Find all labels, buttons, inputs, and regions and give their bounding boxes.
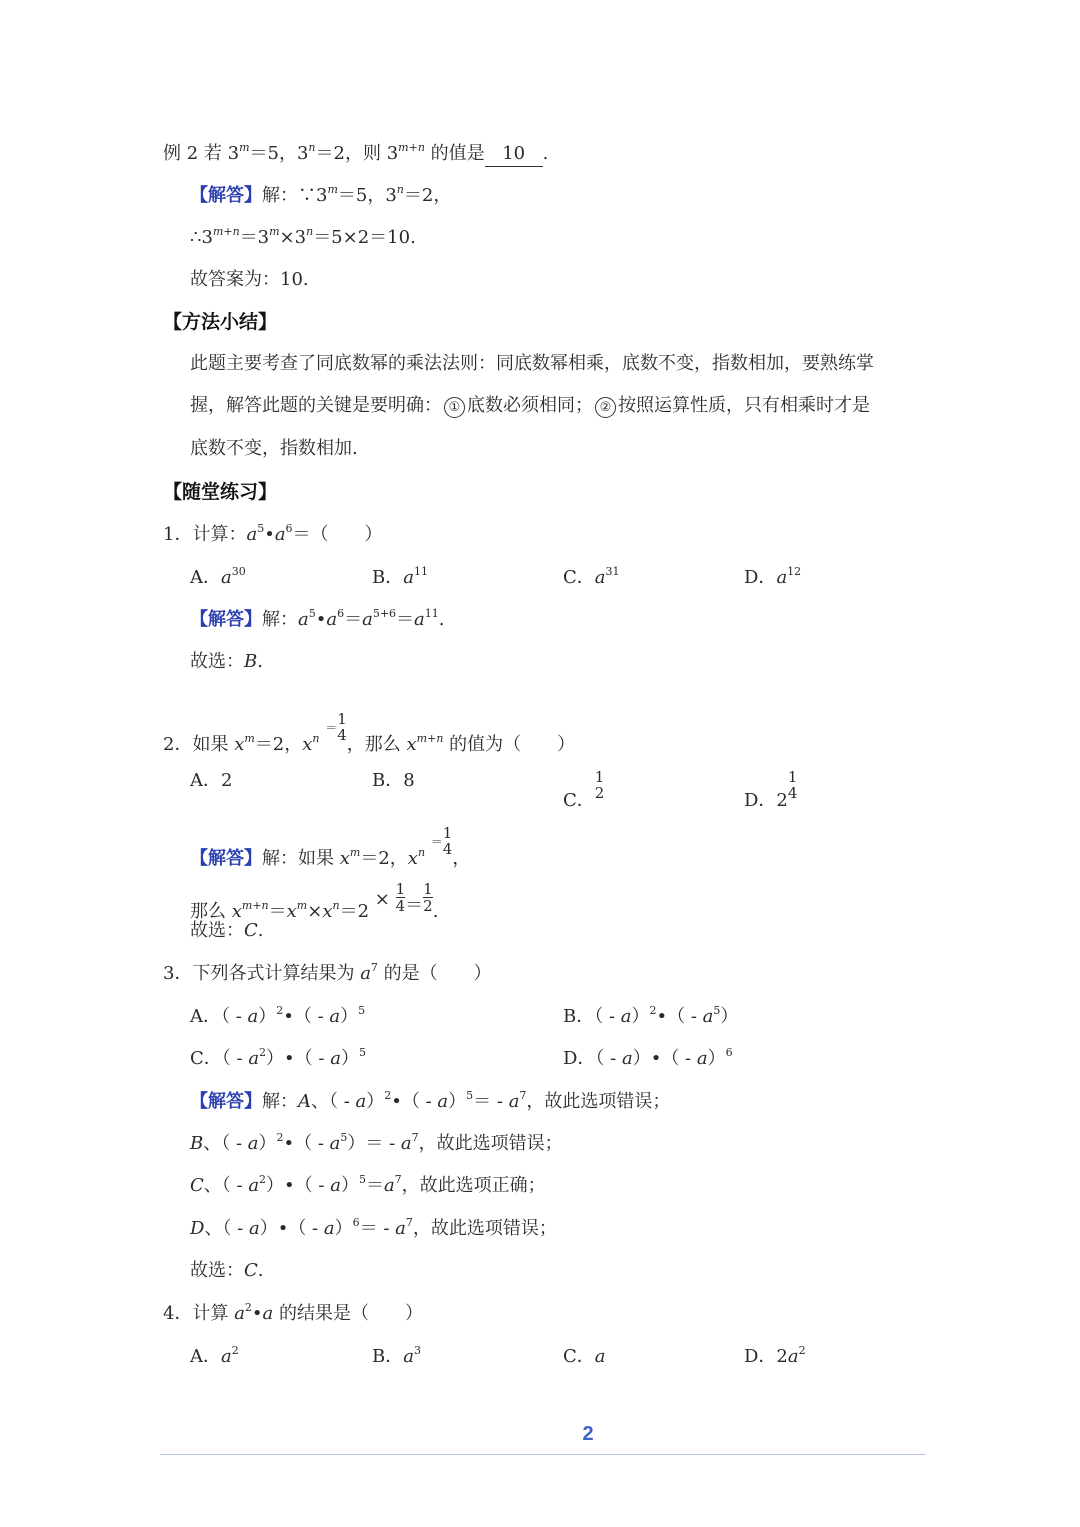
- therefore-text: ∴3: [190, 227, 213, 248]
- q2-prefix: 2．如果: [163, 734, 235, 755]
- choose-label: 故选：: [190, 1260, 244, 1281]
- choose-label: 故选：: [190, 920, 244, 941]
- circled-one: ①: [444, 397, 465, 418]
- example2-question: 例 2 若 $3^m=5$，$3^n=2$，则 $3^{m+n}$ 的值是 10 .: [163, 142, 548, 167]
- q2-answer: C: [244, 920, 258, 941]
- q4-prefix: 4．计算: [163, 1303, 235, 1324]
- question-3: 3．下列各式计算结果为 $a^7$ 的是（ ）: [163, 961, 492, 984]
- q1-option-a: A．$a^{30}$: [190, 565, 246, 588]
- q3-option-d: D．（ - a）•（ - a）$^6$: [563, 1046, 733, 1069]
- method-text-1: 此题主要考查了同底数幂的乘法法则：同底数幂相乘，底数不变，指数相加，要熟练掌: [190, 353, 874, 374]
- answer-blank: 10: [485, 142, 543, 167]
- q2-solution-line1: 【解答】解：如果 $x^m=2$，$x^n$ ＝ 1 4 ，: [190, 824, 471, 869]
- q3-choose: 故选：C.: [190, 1260, 264, 1281]
- q2-option-b: B．8: [372, 770, 415, 791]
- q4-option-b: B．$a^3$: [372, 1344, 421, 1367]
- q3-solution-d: D、（ - a）•（ - $a)^6= - a^7$，故此选项错误；: [190, 1216, 557, 1239]
- solution-tag: 【解答】: [190, 848, 262, 869]
- method-text-3: 底数不变，指数相加.: [190, 438, 358, 459]
- q2-choose: 故选：C.: [190, 920, 264, 941]
- q2-option-c: C． 1 2: [563, 768, 605, 811]
- q1-option-c: C．$a^{31}$: [563, 565, 620, 588]
- footer-divider: [160, 1454, 926, 1455]
- solution-tag: 【解答】: [190, 609, 262, 630]
- q1-option-d: D．$a^{12}$: [744, 565, 802, 588]
- q3-answer: C: [244, 1260, 258, 1281]
- q1-answer: B: [244, 651, 258, 672]
- q3-option-b: B．（ - a）$^2$•（ - $a^5$）: [563, 1004, 739, 1027]
- method-text-2c: 按照运算性质，只有相乘时才是: [618, 395, 870, 416]
- example2-result: 故答案为：10.: [190, 269, 309, 290]
- q3-solution-b: B、（ - a）$^2$•（ - $a^5)= - a^7$，故此选项错误；: [190, 1131, 563, 1154]
- q4-option-a: A．$a^2$: [190, 1344, 239, 1367]
- q3-option-a: A．（ - a）$^2$•（ - a）$^5$: [190, 1004, 366, 1027]
- circled-two: ②: [595, 397, 616, 418]
- q3-option-c: C．（ - $a^2)•( - a)^5$: [190, 1046, 366, 1069]
- q3-suffix: 的是（ ）: [377, 963, 492, 984]
- example2-solution-line2: $\therefore 3^{m+n}=3^m\times 3^n=5\times 2=10$.: [190, 225, 416, 248]
- method-text-2: [190, 394, 870, 418]
- example-label: 例 2 若: [163, 143, 228, 164]
- practice-title: 【随堂练习】: [163, 481, 278, 503]
- page-number: 2: [582, 1423, 594, 1445]
- choose-label: 故选：: [190, 651, 244, 672]
- q4-option-d: D．$2a^2$: [744, 1344, 806, 1367]
- question-2: 2．如果 $x^m=2$，$x^n$ ＝ 1 4 ，那么 $x^{m+n}$ 的值为（ ）: [163, 710, 576, 755]
- q2-option-a: A．2: [190, 770, 233, 791]
- solution-tag: 【解答】: [190, 1091, 262, 1112]
- q3-solution-c: C、（ - $a^2)•( - a)^5=a^7$，故此选项正确；: [190, 1173, 546, 1196]
- q1-option-b: B．$a^{11}$: [372, 565, 428, 588]
- q3-prefix: 3．下列各式计算结果为: [163, 963, 361, 984]
- method-text-2b: 底数必须相同；: [467, 395, 593, 416]
- q1-prefix: 1．计算：: [163, 524, 247, 545]
- method-text-2a: 握，解答此题的关键是要明确：: [190, 395, 442, 416]
- method-title: 【方法小结】: [163, 311, 278, 333]
- solution-tag: 【解答】: [190, 185, 262, 206]
- q4-option-c: C．a: [563, 1346, 606, 1367]
- q3-solution-a: 【解答】解：A、（ - a）$^2$•（ - $a)^5= - a^7$，故此选项错误；: [190, 1089, 671, 1112]
- q1-choose: 故选：B.: [190, 651, 263, 672]
- q2-option-d: D．2 1 4: [744, 768, 798, 811]
- question-1: 1．计算：$a^5•a^6=$（ ）: [163, 522, 383, 545]
- q2-solution-line2: 那么 $x^{m+n}=x^m\times x^n=2$ × $\frac{1}{4}$ ＝ $\frac{1}{2}$ .: [190, 880, 439, 922]
- example2-solution-line1: 【解答】解：$\because 3^m=5$，$3^n=2$，: [190, 183, 452, 206]
- q4-suffix: 的结果是（ ）: [273, 1303, 424, 1324]
- q1-solution: 【解答】解：$a^5•a^6=a^{5+6}=a^{11}$.: [190, 607, 445, 630]
- question-4: 4．计算 $a^2•a$ 的结果是（ ）: [163, 1301, 424, 1324]
